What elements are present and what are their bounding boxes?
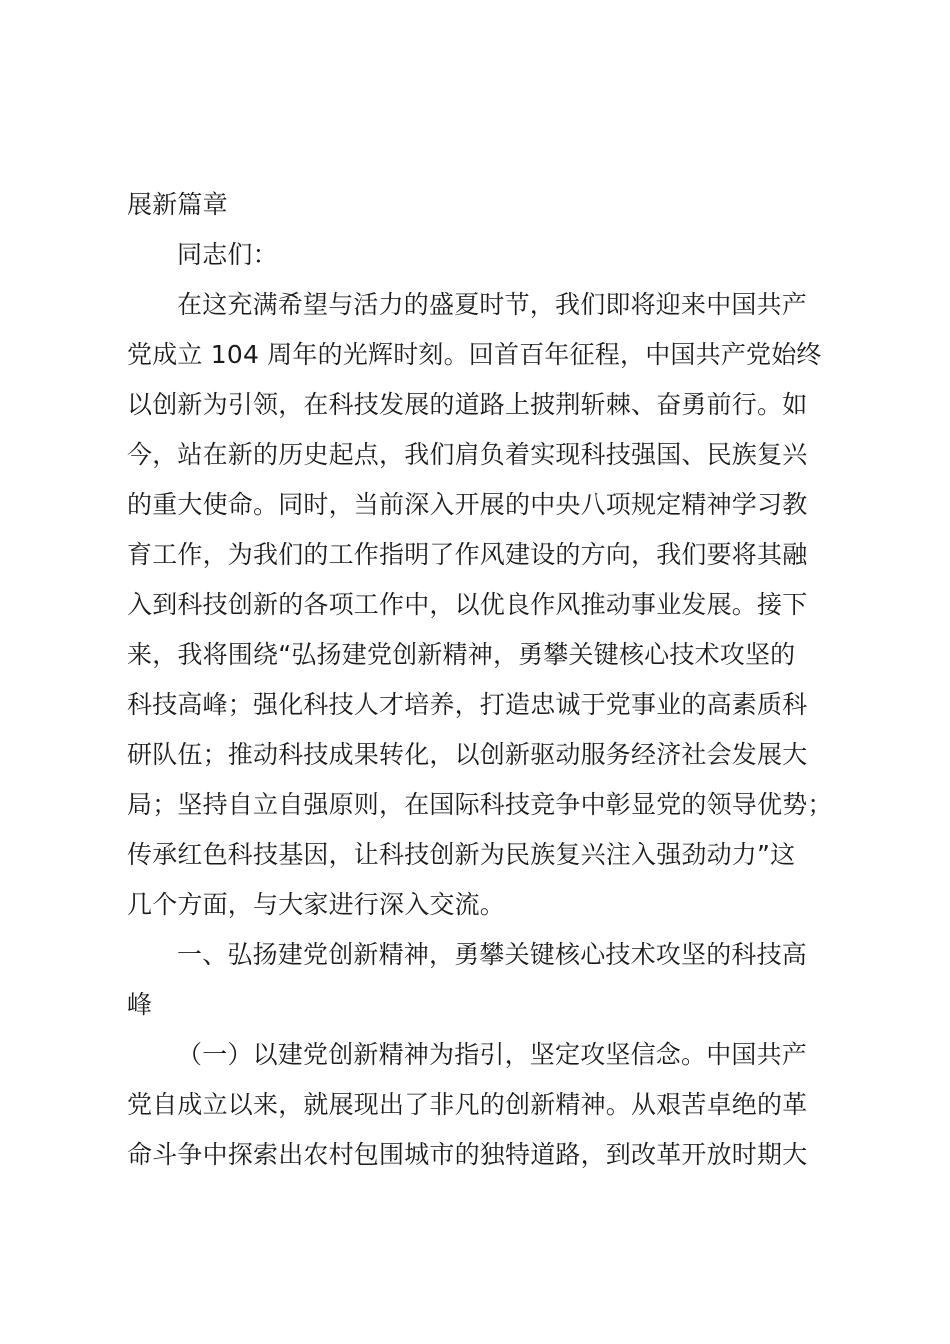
text-line: 科技高峰；强化科技人才培养，打造忠诚于党事业的高素质科 <box>127 690 808 719</box>
text-line: 命斗争中探索出农村包围城市的独特道路，到改革开放时期大 <box>127 1140 808 1169</box>
section-heading-line: 一、弘扬建党创新精神，勇攀关键核心技术攻坚的科技高 <box>177 940 808 969</box>
text-line: 传承红色科技基因，让科技创新为民族复兴注入强劲动力”这 <box>127 840 796 869</box>
text-line: 的重大使命。同时，当前深入开展的中央八项规定精神学习教 <box>127 490 808 519</box>
text-line: 局；坚持自立自强原则，在国际科技竞争中彰显党的领导优势； <box>127 790 833 819</box>
text-line: 入到科技创新的各项工作中，以优良作风推动事业发展。接下 <box>127 590 808 619</box>
text-line: 来，我将围绕“弘扬建党创新精神，勇攀关键核心技术攻坚的 <box>127 640 796 669</box>
section-heading-line: 峰 <box>127 990 153 1019</box>
text-line: 育工作，为我们的工作指明了作风建设的方向，我们要将其融 <box>127 540 808 569</box>
text-line: 几个方面，与大家进行深入交流。 <box>127 890 506 919</box>
text-line: 研队伍；推动科技成果转化，以创新驱动服务经济社会发展大 <box>127 740 808 769</box>
subsection-line: （一）以建党创新精神为指引，坚定攻坚信念。中国共产 <box>177 1040 808 1069</box>
text-line: 党自成立以来，就展现出了非凡的创新精神。从艰苦卓绝的革 <box>127 1090 808 1119</box>
text-line: 以创新为引领，在科技发展的道路上披荆斩棘、奋勇前行。如 <box>127 390 808 419</box>
text-line: 党成立 104 周年的光辉时刻。回首百年征程，中国共产党始终 <box>127 340 822 369</box>
text-line-title-continuation: 展新篇章 <box>127 190 228 219</box>
text-line: 在这充满希望与活力的盛夏时节，我们即将迎来中国共产 <box>177 290 808 319</box>
text-line-salutation: 同志们： <box>177 240 278 269</box>
text-line: 今，站在新的历史起点，我们肩负着实现科技强国、民族复兴 <box>127 440 808 469</box>
